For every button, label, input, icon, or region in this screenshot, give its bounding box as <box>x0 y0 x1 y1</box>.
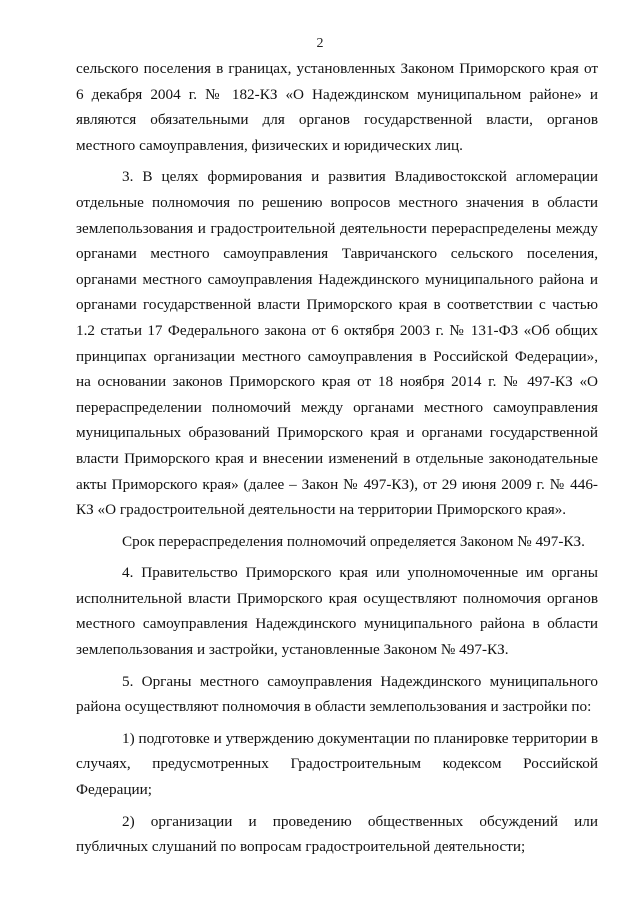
paragraph-continuation: сельского поселения в границах, установленных Законом Приморского края от 6 декабря 2004 г. № 182-КЗ «О Надеждинском муниципальном районе» и являются обязательными для органов государственной власти, органов местного самоуправления, физических и юридических лиц. <box>76 60 598 154</box>
paragraph-subitem-1: 1) подготовке и утверждению документации по планировке территории в случаях, предусмотренных Градостроительным кодексом Российской Федерации; <box>76 729 598 799</box>
paragraph-item-4: 4. Правительство Приморского края или уполномоченные им органы исполнительной власти Приморского края осуществляют полномочия органов местного самоуправления Надеждинского муниципального района в области землепользования и застройки, установленные Законом № 497-КЗ. <box>76 564 598 659</box>
paragraph-subitem-2: 2) организации и проведению общественных обсуждений или публичных слушаний по вопросам градостроительной деятельности; <box>76 812 598 856</box>
paragraph-item-5: 5. Органы местного самоуправления Надеждинского муниципального района осуществляют полномочия в области землепользования и застройки по: <box>76 672 598 716</box>
document-body <box>76 56 598 866</box>
page-number: 2 <box>316 36 324 51</box>
paragraph-item-3: 3. В целях формирования и развития Владивостокской агломерации отдельные полномочия по решению вопросов местного значения в области землепользования и градостроительной деятельности перераспределены между органами местного самоуправления Тавричанского сельского поселения, органами местного самоуправления Надеждинского муниципального района и органами государственной власти Приморского края в соответствии с частью 1.2 статьи 17 Федерального закона от 6 октября 2003 г. № 131-ФЗ «Об общих принципах организации местного самоуправления в Российской Федерации», на основании законов Приморского края от 18 ноября 2014 г. № 497-КЗ «О перераспределении полномочий между органами местного самоуправления муниципальных образований Приморского края и органами государственной власти Приморского края и внесении изменений в отдельные законодательные акты Приморского края» (далее – Закон № 497-КЗ), от 29 июня 2009 г. № 446-КЗ «О градостроительной деятельности на территории Приморского края». <box>76 168 598 519</box>
paragraph-term: Срок перераспределения полномочий определяется Законом № 497-КЗ. <box>122 532 585 550</box>
